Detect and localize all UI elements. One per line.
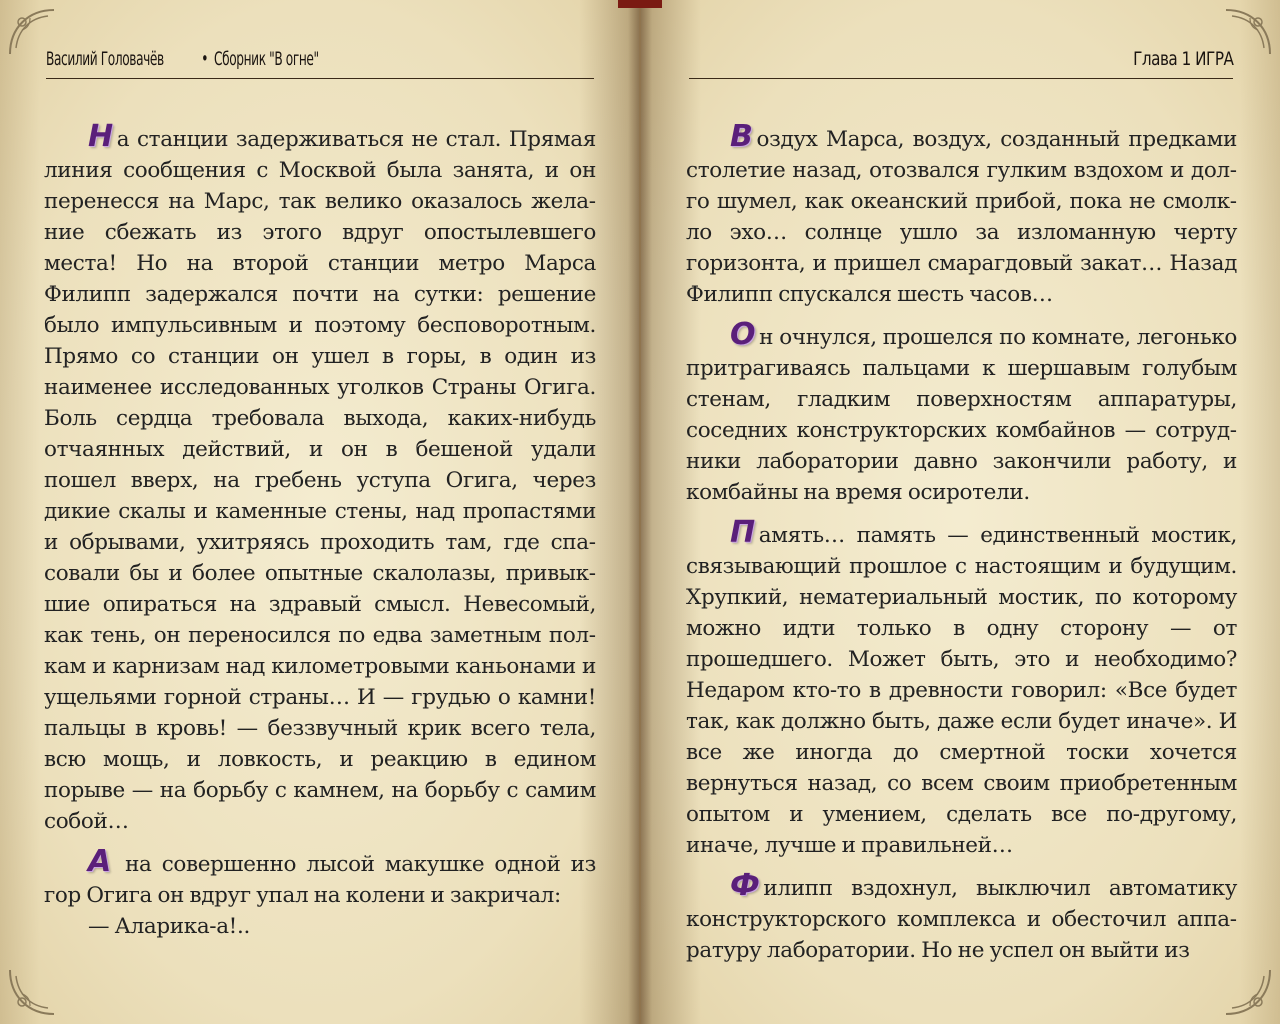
drop-cap: О [730,317,756,352]
running-header-right [689,48,1233,79]
bookmark-ribbon[interactable] [618,0,662,8]
paragraph-text: — Аларика-а!.. [88,914,250,939]
paragraph-text: на совершенно лысой макушке одной из гор Огига он вдруг упал на колени и закричал: [44,852,596,908]
collection-title: Сборник "В огне" [213,48,319,70]
drop-cap: Н [88,119,113,154]
author-name: Василий Головачёв [46,48,164,70]
paragraph [686,317,1237,508]
running-header-left [46,48,594,79]
drop-cap: А [88,844,111,879]
right-page[interactable] [640,0,1280,1024]
dialog-line [44,911,596,942]
paragraph-text: оздух Марса, воздух, созданный предками столетие назад, отозвался гулким вздохом и долго шумел, как океанский прибой, пока не смолкло эхо… солнце ушло за изломанную черту горизонта, и пришел смарагдовый закат… Назад Филипп спускался шесть часов… [686,127,1237,307]
left-page-text [44,119,596,954]
chapter-title: Глава 1 ИГРА [1132,48,1233,70]
paragraph-text: н очнулся, прошелся по комнате, легонько притрагиваясь пальцами к шершавым голубым стенам, гладким поверхностям аппаратуры, соседних конструкторских комбайнов — сотрудники лаборатории давно закончили работу, и комбайны на время осиротели. [686,325,1237,505]
paragraph [686,119,1237,310]
drop-cap: Ф [730,868,760,903]
paragraph [686,868,1237,966]
right-page-text [686,119,1237,978]
paragraph [44,844,596,911]
ornament-corner-icon [8,968,56,1016]
paragraph [44,119,596,837]
paragraph [686,515,1237,861]
paragraph-text: амять… память — единственный мостик, связывающий прошлое с настоящим и будущим. Хрупкий, нематериальный мостик, по которому можно идти только в одну сторону — от прошедшего. Может быть, это и необходимо? Недаром кто-то в древности говорил: «Все будет так, как должно быть, даже если будет иначе». И все же иногда до смертной тоски хочется вернуться назад, со всем своим приобретенным опытом и умением, сделать все по-другому, иначе, лучше и правильней… [686,523,1237,858]
drop-cap: В [730,119,753,154]
paragraph-text: а станции задерживаться не стал. Прямая линия сообщения с Москвой была занята, и он перенесся на Марс, так велико оказалось желание сбежать из этого вдруг опостылевшего места! Но на второй станции метро Марса Филипп задержался почти на сутки: решение было импульсивным и поэтому бесповоротным. Прямо со станции он ушел в горы, в один из наименее исследованных уголков Страны Огига. Боль сердца требовала выхода, каких-нибудь отчаянных действий, и он в бешеной удали пошел вверх, на гребень уступа Огига, через дикие скалы и каменные стены, над пропастями и обрывами, ухитряясь проходить там, где спасовали бы и более опытные скалолазы, привыкшие опираться на здравый смысл. Невесомый, как тень, он переносился по едва заметным полкам и карнизам над километровыми каньонами и ущельями горной страны… И — грудью о камни! пальцы в кровь! — беззвучный крик всего тела, всю мощь, и ловкость, и реакцию в едином порыве — на борьбу с камнем, на борьбу с самим собой… [44,127,596,834]
paragraph-text: илипп вздохнул, выключил автоматику конструкторского комплекса и обесточил аппаратуру лаборатории. Но не успел он выйти из [686,876,1237,963]
header-separator: • [200,48,208,70]
drop-cap: П [730,515,755,550]
